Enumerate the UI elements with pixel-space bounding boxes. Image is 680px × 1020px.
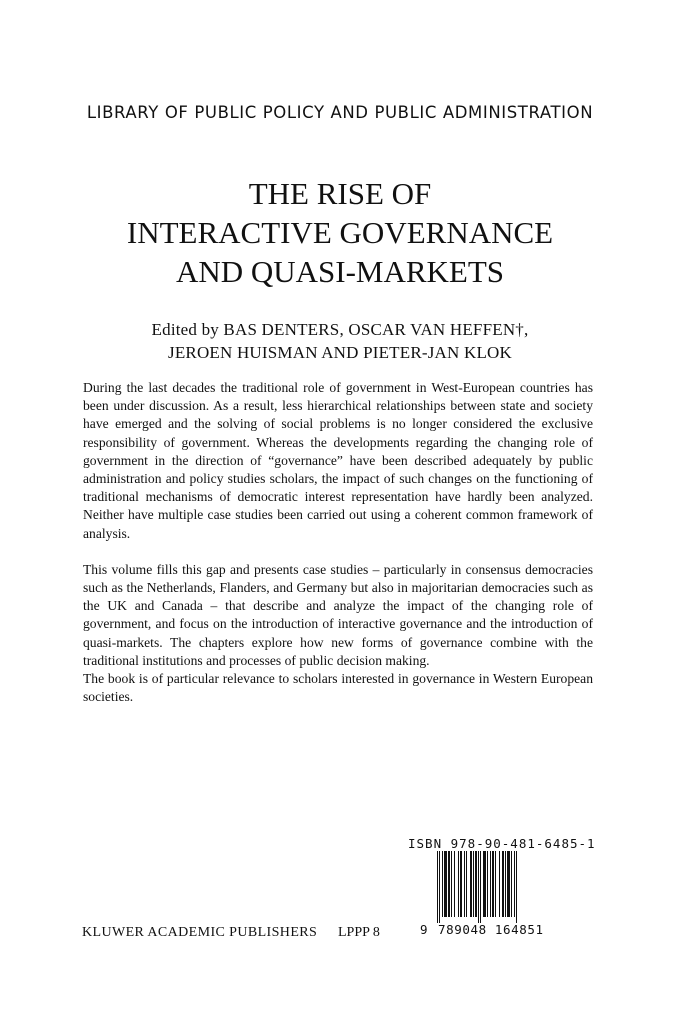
- book-description: [83, 379, 593, 724]
- barcode-bar: [516, 851, 517, 923]
- barcode-bar: [444, 851, 447, 917]
- barcode-bar: [448, 851, 450, 917]
- barcode-bar: [499, 851, 500, 917]
- barcode-bar: [473, 851, 474, 917]
- barcode-bar: [460, 851, 462, 917]
- barcode: [437, 851, 555, 923]
- barcode-rest-digits: 789048 164851: [438, 922, 544, 937]
- editors-line-1: Edited by BAS DENTERS, OSCAR VAN HEFFEN†,: [151, 320, 529, 339]
- barcode-bar: [464, 851, 465, 917]
- barcode-bar: [442, 851, 443, 917]
- barcode-bar: [490, 851, 491, 917]
- barcode-bar: [475, 851, 477, 917]
- barcode-bar: [495, 851, 496, 917]
- barcode-bar: [439, 851, 440, 923]
- barcode-bar: [480, 851, 481, 923]
- barcode-first-digit: 9: [420, 922, 428, 937]
- barcode-bar: [505, 851, 506, 917]
- editors-line-2: JEROEN HUISMAN AND PIETER-JAN KLOK: [168, 343, 512, 362]
- barcode-bar: [502, 851, 504, 917]
- description-paragraph-3: The book is of particular relevance to scholars interested in governance in Western European societies.: [83, 671, 593, 705]
- barcode-bar: [514, 851, 515, 917]
- publisher-name: KLUWER ACADEMIC PUBLISHERS: [82, 925, 318, 940]
- barcode-bar: [492, 851, 494, 917]
- isbn-label: ISBN 978-90-481-6485-1: [408, 836, 596, 851]
- title-line-1: THE RISE OF: [248, 176, 432, 211]
- description-paragraph-1: During the last decades the traditional role of government in West-European countries has been under discussion. As a result, less hierarchical relationships between state and society have emerged and the solving of social problems is no longer considered the exclusive responsibility of government. Whereas the developments regarding the changing role of government in the direction of “governance” have been described adequately by public administration and policy studies scholars, the impact of such changes on the functioning of traditional mechanisms of democratic interest representation have hardly been analyzed. Neither have multiple case studies been carried out using a coherent common framework of analysis.: [83, 380, 593, 541]
- description-paragraph-2: This volume fills this gap and presents case studies – particularly in consensus democracies such as the Netherlands, Flanders, and Germany but also in majoritarian democracies such as the UK and Canada – that describe and analyze the impact of the changing role of government, and focus on the introduction of interactive governance and the introduction of quasi-markets. The chapters explore how new forms of governance combine with the traditional institutions and processes of public decision making.: [83, 561, 593, 668]
- barcode-bar: [478, 851, 479, 923]
- barcode-bar: [451, 851, 452, 917]
- barcode-bar: [483, 851, 486, 917]
- series-title: LIBRARY OF PUBLIC POLICY AND PUBLIC ADMINISTRATION: [86, 103, 594, 122]
- editors: [0, 318, 680, 364]
- barcode-bar: [458, 851, 459, 917]
- barcode-bar: [437, 851, 438, 923]
- barcode-bar: [454, 851, 455, 917]
- barcode-bar: [511, 851, 512, 917]
- barcode-bar: [507, 851, 510, 917]
- series-code: LPPP 8: [338, 925, 380, 940]
- barcode-bar: [466, 851, 467, 917]
- barcode-bar: [470, 851, 472, 917]
- barcode-bar: [487, 851, 488, 917]
- title-line-2: INTERACTIVE GOVERNANCE: [126, 215, 554, 250]
- title-line-3: AND QUASI-MARKETS: [175, 254, 505, 289]
- book-title: [0, 174, 680, 291]
